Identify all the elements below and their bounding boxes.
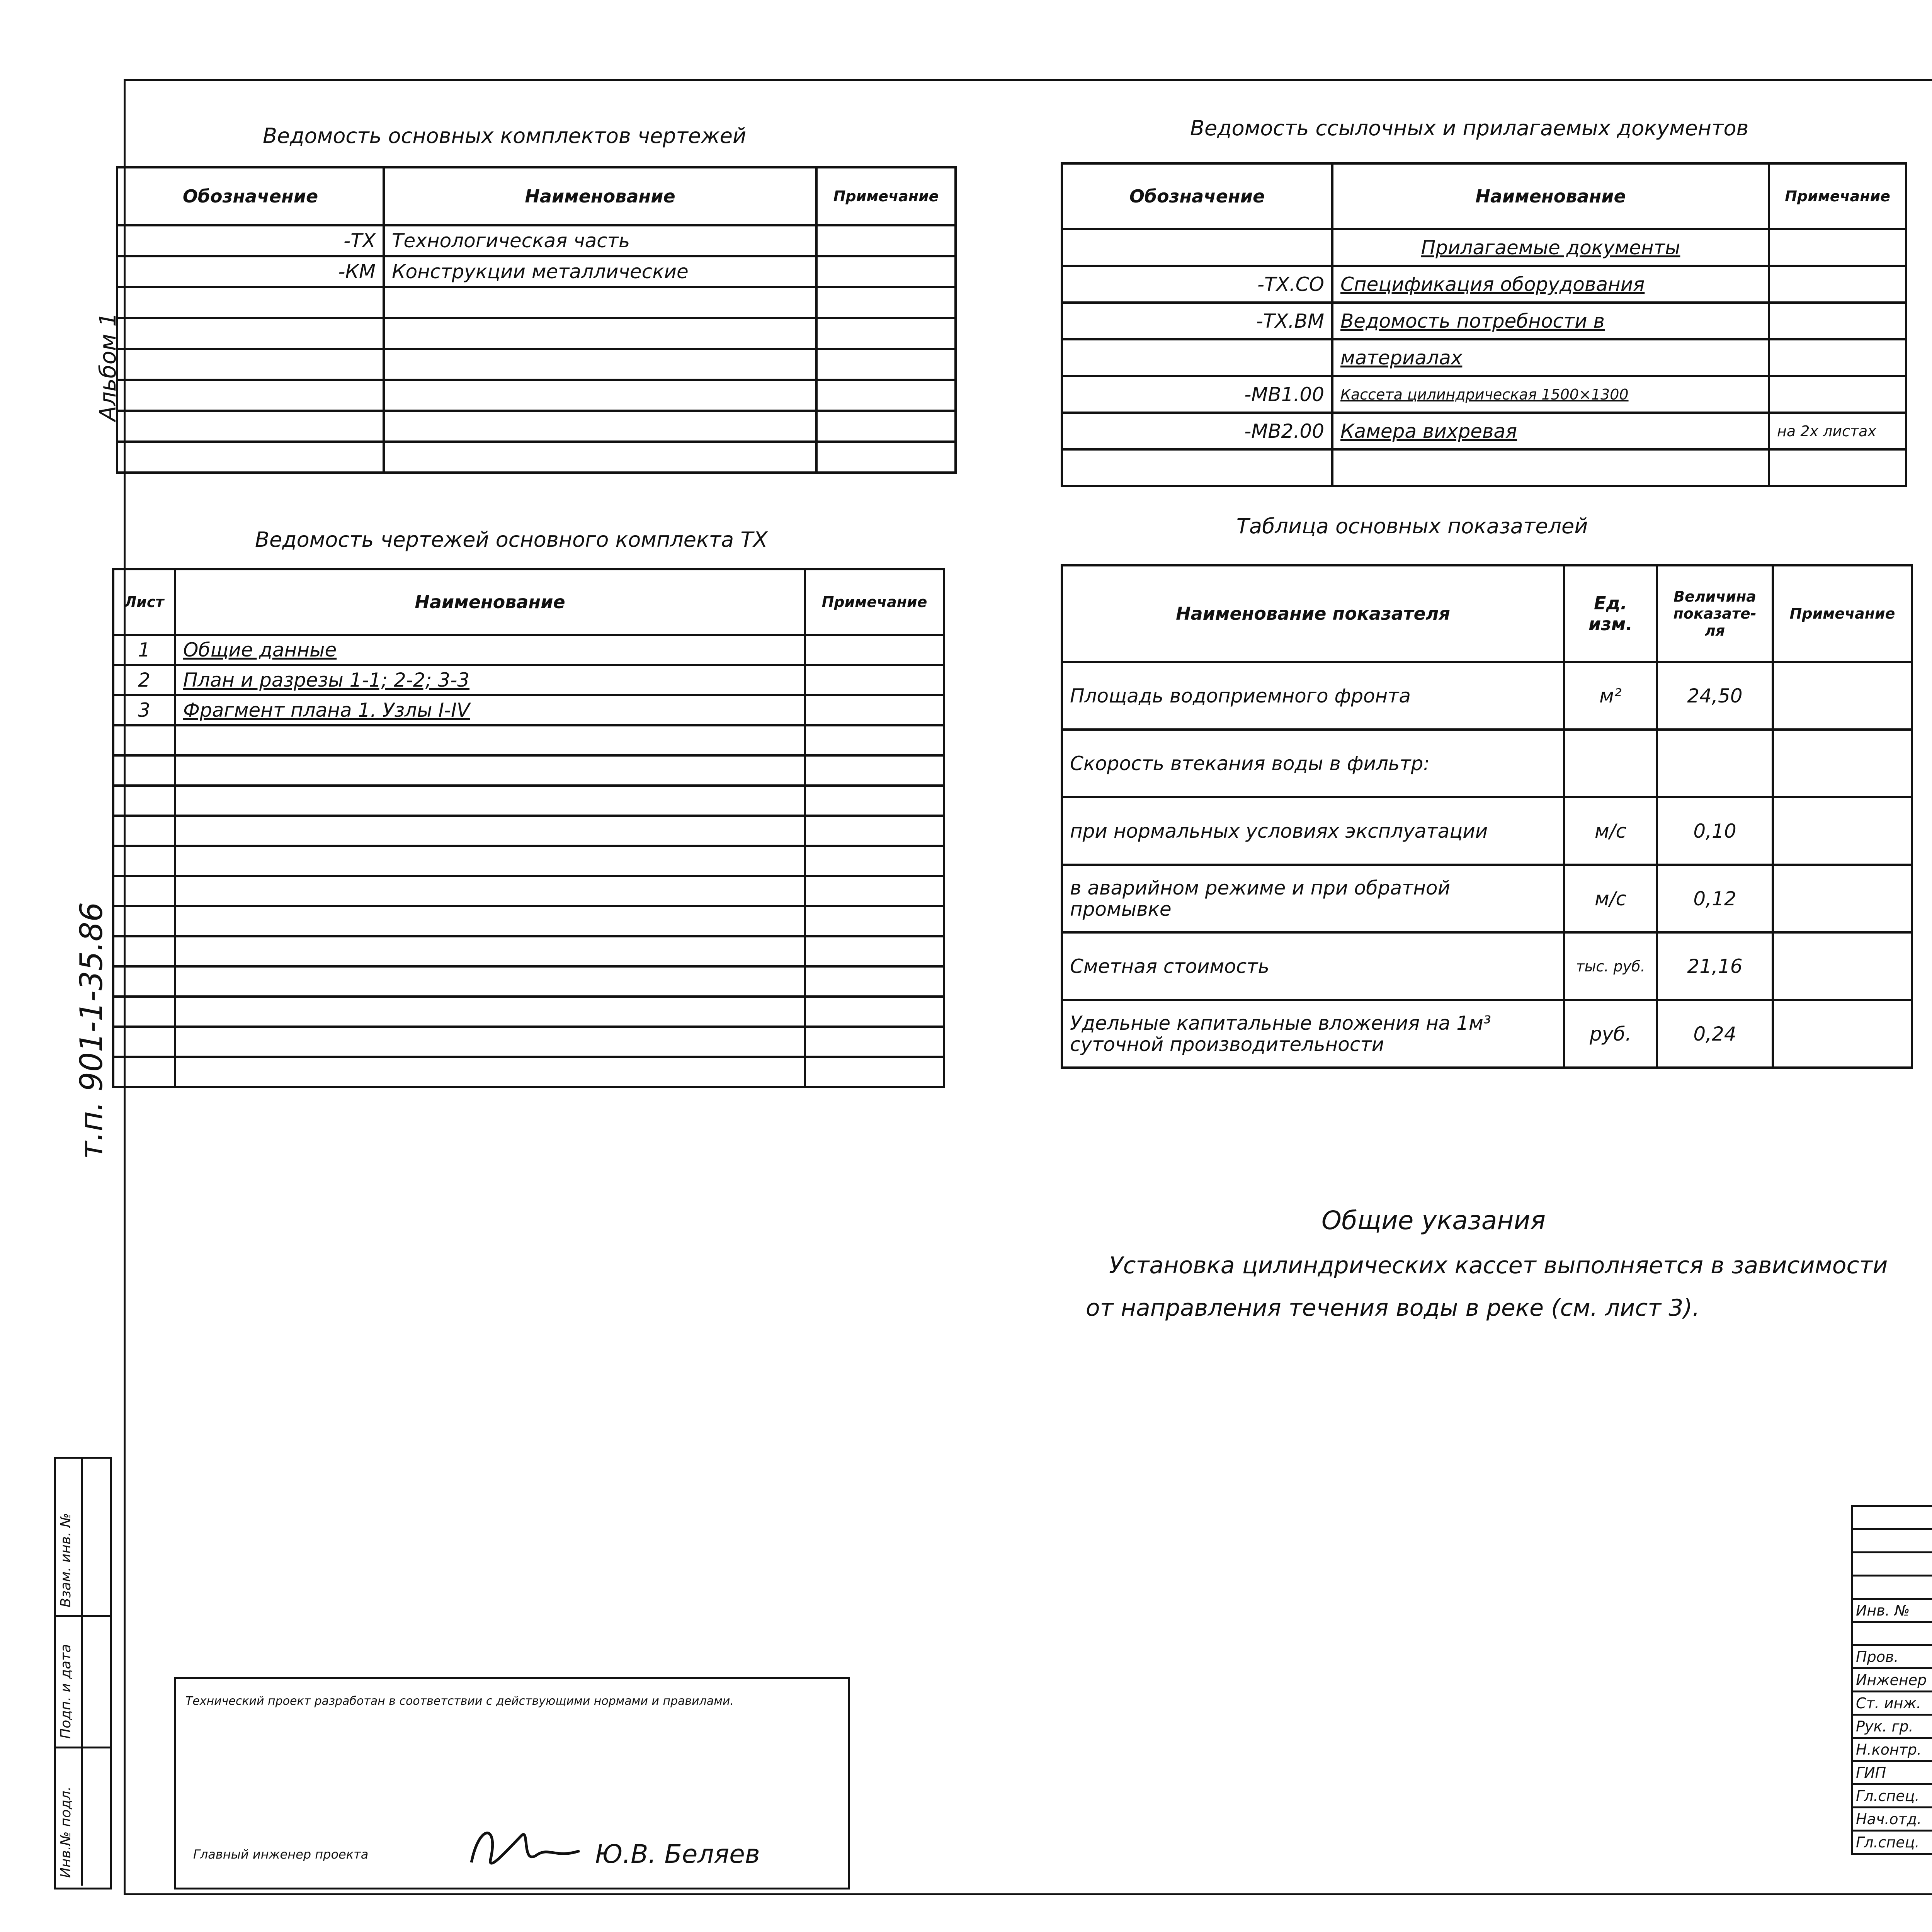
row-unit: м² — [1564, 662, 1657, 730]
table-row — [117, 349, 956, 380]
role: Инженер — [1852, 1668, 1932, 1692]
row-name: Сметная стоимость — [1062, 932, 1564, 1000]
indicators-title: Таблица основных показателей — [1236, 514, 1588, 538]
table-row — [117, 287, 956, 318]
table-row — [117, 256, 956, 287]
row-note — [816, 225, 956, 256]
row-name: Кассета цилиндрическая 1500×1300 — [1332, 376, 1769, 413]
col-header-indicator: Наименование показателя — [1062, 565, 1564, 662]
table-row — [1062, 932, 1912, 1000]
row-value: 0,10 — [1657, 797, 1773, 865]
table-row — [113, 936, 944, 966]
col-header-unit: Ед. изм. — [1564, 565, 1657, 662]
row-name: Технологическая часть — [384, 225, 816, 256]
row-note — [1769, 339, 1906, 376]
col-header-note: Примечание — [1769, 163, 1906, 229]
col-header-sheet: Лист — [113, 569, 175, 635]
table-row — [113, 876, 944, 906]
row-unit: тыс. руб. — [1564, 932, 1657, 1000]
row-code: -ТХ.ВМ — [1062, 303, 1332, 339]
table-row — [113, 966, 944, 997]
col-header-note: Примечание — [805, 569, 944, 635]
row-note — [805, 635, 944, 665]
stamp-inv: Инв.№ подл. — [58, 1786, 74, 1878]
row-note — [1773, 797, 1912, 865]
frame-bottom-line — [124, 1893, 1932, 1895]
tx-drawings-table — [112, 568, 945, 1088]
table-row — [117, 411, 956, 442]
row-name: Удельные капитальные вложения на 1м³ суточной производительности — [1062, 1000, 1564, 1068]
row-name: Скорость втекания воды в фильтр: — [1062, 730, 1564, 797]
row-code: -МВ1.00 — [1062, 376, 1332, 413]
general-notes-line1: Установка цилиндрических кассет выполняется в зависимости — [1109, 1252, 1888, 1279]
table-row — [1062, 1000, 1912, 1068]
role: ГИП — [1852, 1761, 1932, 1784]
row-name: План и разрезы 1-1; 2-2; 3-3 — [175, 665, 805, 695]
row-unit: руб. — [1564, 1000, 1657, 1068]
row-name: Площадь водоприемного фронта — [1062, 662, 1564, 730]
row-note — [1769, 303, 1906, 339]
frame-top-line — [124, 79, 1932, 81]
table-row — [113, 816, 944, 846]
col-header-note: Примечание — [816, 167, 956, 225]
table-row — [117, 225, 956, 256]
ref-docs-table — [1061, 162, 1907, 487]
indicators-table — [1061, 564, 1913, 1069]
row-code: -МВ2.00 — [1062, 413, 1332, 449]
col-header-code: Обозначение — [1062, 163, 1332, 229]
row-name: Спецификация оборудования — [1332, 266, 1769, 303]
role: Нач.отд. — [1852, 1808, 1932, 1831]
col-header-code: Обозначение — [117, 167, 384, 225]
row-value: 24,50 — [1657, 662, 1773, 730]
album-label: Альбом 1 — [95, 312, 121, 421]
table-row — [1062, 266, 1906, 303]
col-header-name: Наименование — [384, 167, 816, 225]
row-note — [1773, 1000, 1912, 1068]
row-note — [805, 695, 944, 725]
row-note — [1773, 932, 1912, 1000]
signer-name: Ю.В. Беляев — [595, 1839, 760, 1869]
table-row — [1062, 339, 1906, 376]
ref-docs-title: Ведомость ссылочных и прилагаемых документов — [1190, 116, 1749, 140]
table-row — [117, 318, 956, 349]
table-row — [113, 906, 944, 936]
compliance-text: Технический проект разработан в соответствии с действующими нормами и правилами. — [185, 1694, 734, 1708]
signer-label: Главный инженер проекта — [193, 1847, 369, 1862]
table-row — [1062, 730, 1912, 797]
table-row — [1062, 865, 1912, 932]
row-sheet: 2 — [113, 665, 175, 695]
row-name: в аварийном режиме и при обратной промывке — [1062, 865, 1564, 932]
table-row — [117, 380, 956, 411]
stamp-divider-v — [81, 1457, 83, 1886]
row-code — [1062, 339, 1332, 376]
row-code: -ТХ.СО — [1062, 266, 1332, 303]
table-row — [113, 786, 944, 816]
table-row — [1062, 797, 1912, 865]
row-name: Камера вихревая — [1332, 413, 1769, 449]
title-block — [1851, 1505, 1932, 1855]
table-row — [113, 695, 944, 725]
row-unit — [1564, 730, 1657, 797]
table-row — [1062, 376, 1906, 413]
role: Рук. гр. — [1852, 1715, 1932, 1738]
table-row — [113, 755, 944, 786]
row-name: Фрагмент плана 1. Узлы I-IV — [175, 695, 805, 725]
col-header-name: Наименование — [1332, 163, 1769, 229]
row-note — [805, 665, 944, 695]
table-row — [117, 442, 956, 473]
col-header-value: Величина показате-ля — [1657, 565, 1773, 662]
table-row — [1062, 303, 1906, 339]
table-row — [113, 635, 944, 665]
table-row — [113, 846, 944, 876]
table-row — [113, 1027, 944, 1057]
table-row — [113, 997, 944, 1027]
table-row — [113, 725, 944, 755]
row-value: 21,16 — [1657, 932, 1773, 1000]
table-row — [1062, 413, 1906, 449]
row-note — [1773, 865, 1912, 932]
row-note — [816, 256, 956, 287]
row-note — [1773, 730, 1912, 797]
main-drawings-table — [116, 166, 957, 474]
row-unit: м/с — [1564, 865, 1657, 932]
row-note: на 2х листах — [1769, 413, 1906, 449]
row-unit: м/с — [1564, 797, 1657, 865]
table-row — [113, 665, 944, 695]
role: Пров. — [1852, 1645, 1932, 1668]
row-code: -КМ — [117, 256, 384, 287]
general-notes-title: Общие указания — [1321, 1206, 1546, 1235]
row-name: при нормальных условиях эксплуатации — [1062, 797, 1564, 865]
role: Ст. инж. — [1852, 1692, 1932, 1715]
row-name: Конструкции металлические — [384, 256, 816, 287]
role: Гл.спец. — [1852, 1784, 1932, 1808]
row-name: материалах — [1332, 339, 1769, 376]
table-row — [1062, 662, 1912, 730]
inv-label: Инв. № — [1852, 1599, 1932, 1622]
col-header-name: Наименование — [175, 569, 805, 635]
row-sheet: 1 — [113, 635, 175, 665]
col-header-note: Примечание — [1773, 565, 1912, 662]
stamp-vzam: Взам. инв. № — [58, 1513, 74, 1607]
row-note — [1769, 266, 1906, 303]
row-code: -ТХ — [117, 225, 384, 256]
row-sheet: 3 — [113, 695, 175, 725]
tx-drawings-title: Ведомость чертежей основного комплекта ТХ — [255, 527, 768, 552]
row-name: Ведомость потребности в — [1332, 303, 1769, 339]
row-value: 0,12 — [1657, 865, 1773, 932]
row-value — [1657, 730, 1773, 797]
signature-mark — [464, 1801, 595, 1878]
role: Н.контр. — [1852, 1738, 1932, 1761]
stamp-sign: Подп. и дата — [58, 1644, 74, 1739]
table-row — [113, 1057, 944, 1087]
role: Гл.спец. — [1852, 1831, 1932, 1854]
row-name: Общие данные — [175, 635, 805, 665]
side-code-label: т.п. 901-1-35.86 — [73, 902, 109, 1159]
section-heading: Прилагаемые документы — [1332, 229, 1769, 266]
general-notes-line2: от направления течения воды в реке (см. лист 3). — [1086, 1294, 1700, 1321]
row-value: 0,24 — [1657, 1000, 1773, 1068]
row-note — [1773, 662, 1912, 730]
row-note — [1769, 376, 1906, 413]
main-drawings-title: Ведомость основных комплектов чертежей — [263, 124, 747, 148]
